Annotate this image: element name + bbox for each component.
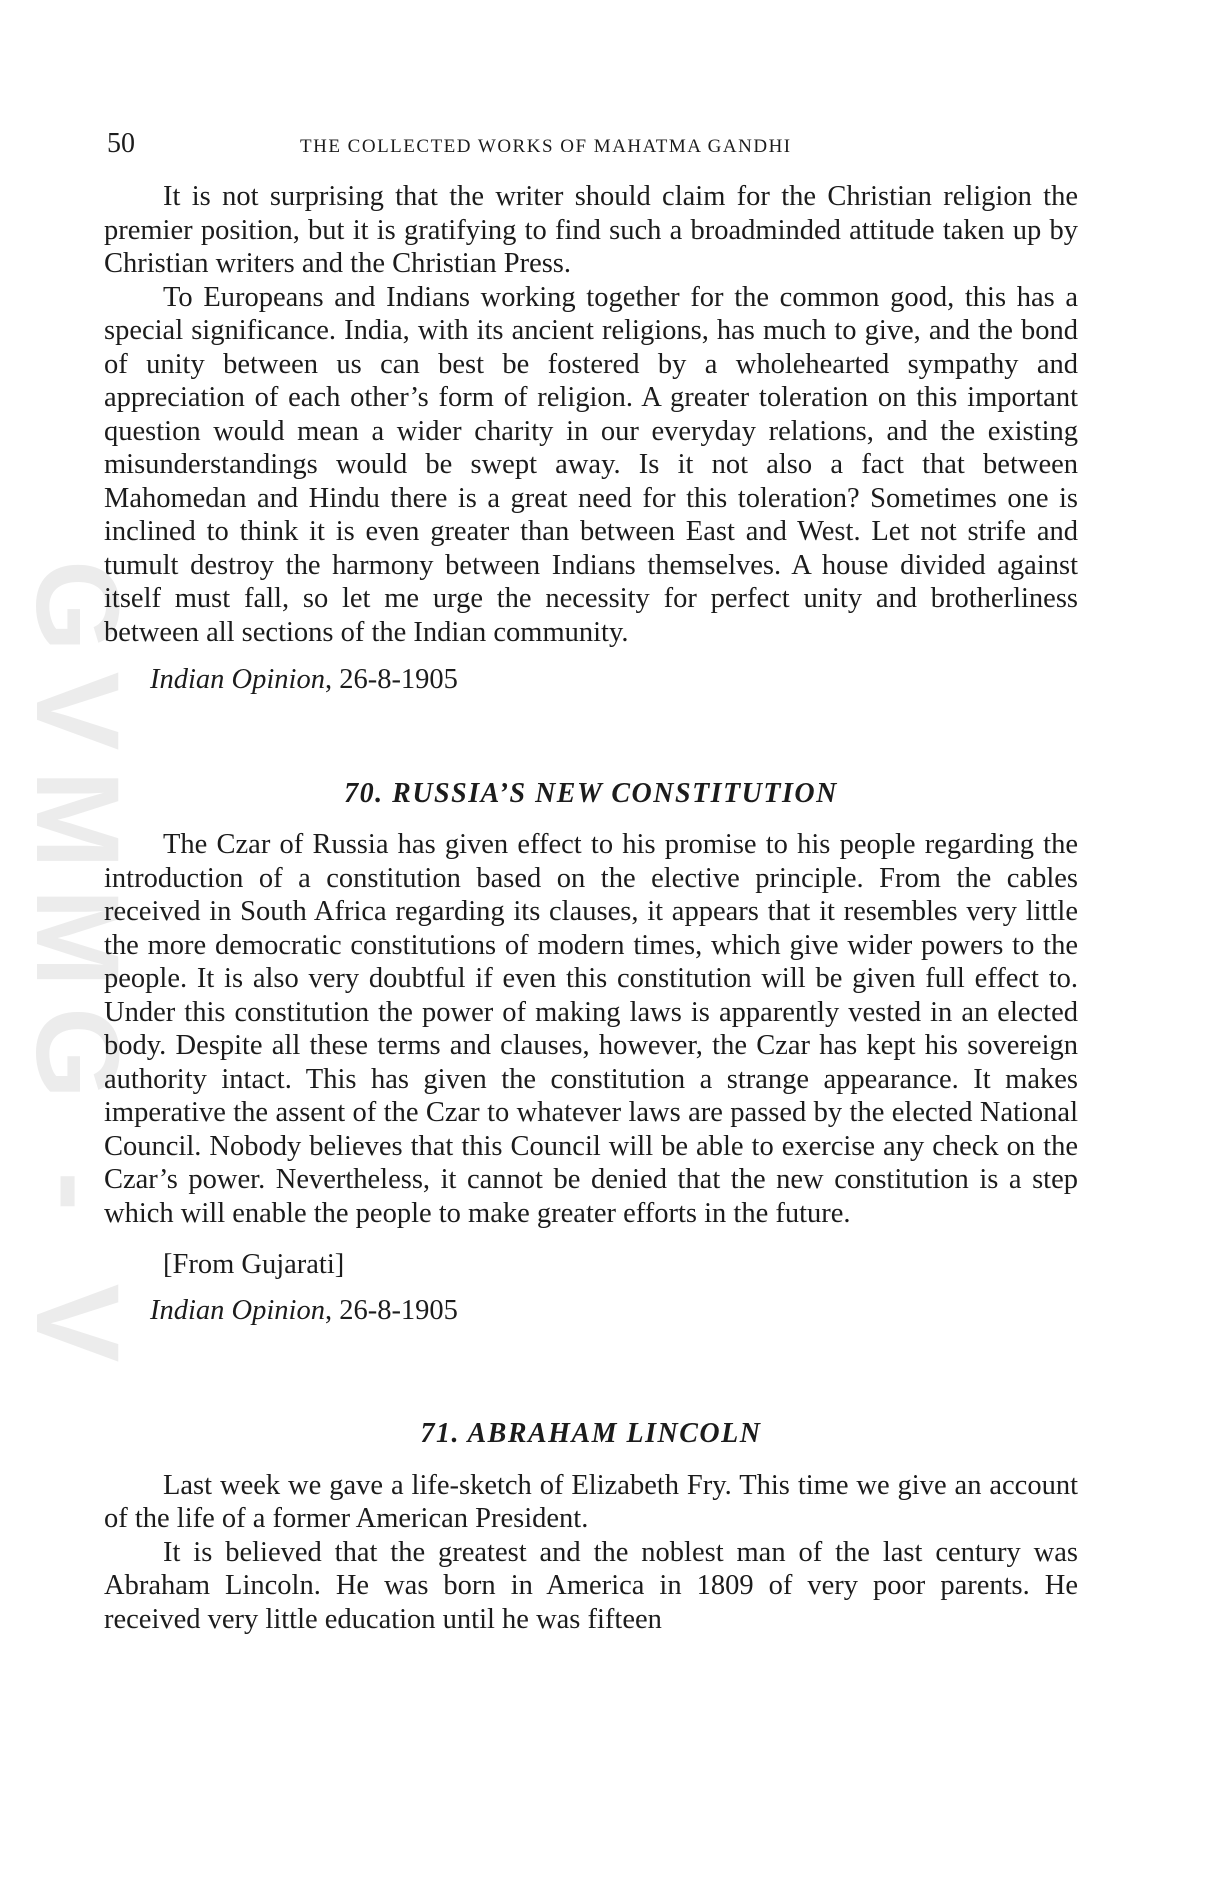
paragraph: The Czar of Russia has given effect to his promise to his people regarding the introduction of a constitution based on the elective principle. From the cables received in South Africa regarding its clauses, it appears that it resembles very little the more democratic constitutions of modern times, which give wider powers to the people. It is also very doubtful if even this constitution will be given full effect to. Under this constitution the power of making laws is apparently vested in an elected body. Despite all these terms and clauses, however, the Czar has kept his sovereign authority intact. This has given the constitution a strange appearance. It makes imperative the assent of the Czar to whatever laws are passed by the elected National Council. Nobody believes that this Council will be able to exercise any check on the Czar’s power. Nevertheless, it cannot be denied that the new constitution is a step which will enable the people to make greater efforts in the future. xyxy=(104,829,1078,1229)
source-date: , 26-8-1905 xyxy=(324,1294,458,1326)
paragraph: It is not surprising that the writer should claim for the Christian religion the premier position, but it is gratifying to find such a broadminded attitude taken up by Christian writers and the Christian Press. xyxy=(104,181,1078,279)
page-content xyxy=(104,180,1078,1636)
source-publication: Indian Opinion xyxy=(150,664,325,695)
article-title: 70. RUSSIA’S NEW CONSTITUTION xyxy=(344,777,838,809)
paragraph: Last week we gave a life-sketch of Elizabeth Fry. This time we give an account of the life of a former American President. xyxy=(104,1469,1078,1534)
source-date: , 26-8-1905 xyxy=(324,664,458,695)
source-citation xyxy=(104,663,1078,697)
paragraph: It is believed that the greatest and the noblest man of the last century was Abraham Lincoln. He was born in America in 1809 of very poor parents. He received very little education until he was fifteen xyxy=(104,1536,1078,1635)
source-citation xyxy=(104,1294,1078,1328)
article-title: 71. ABRAHAM LINCOLN xyxy=(420,1418,762,1449)
article-70 xyxy=(104,777,1078,1328)
page-number: 50 xyxy=(107,128,135,159)
translation-note: [From Gujarati] xyxy=(163,1249,345,1280)
article-71 xyxy=(104,1417,1078,1636)
watermark-text: GVMMG - V xyxy=(11,560,143,1383)
page-header xyxy=(107,128,1077,168)
paragraph: To Europeans and Indians working together for the common good, this has a special significance. India, with its ancient religions, has much to give, and the bond of unity between us can best be fostered by a wholehearted sympathy and appreciation of each other’s form of religion. A greater toleration on this important question would mean a wider charity in our everyday relations, and the existing misunderstandings would be swept away. Is it not also a fact that between Mahomedan and Hindu there is a great need for this toleration? Sometimes one is inclined to think it is even greater than between East and West. Let not strife and tumult destroy the harmony between Indians themselves. A house divided against itself must fall, so let me urge the necessity for perfect unity and brotherliness between all sections of the Indian community. xyxy=(104,281,1078,648)
source-publication: Indian Opinion xyxy=(150,1294,325,1326)
continued-article xyxy=(104,180,1078,697)
running-head: THE COLLECTED WORKS OF MAHATMA GANDHI xyxy=(300,136,792,157)
